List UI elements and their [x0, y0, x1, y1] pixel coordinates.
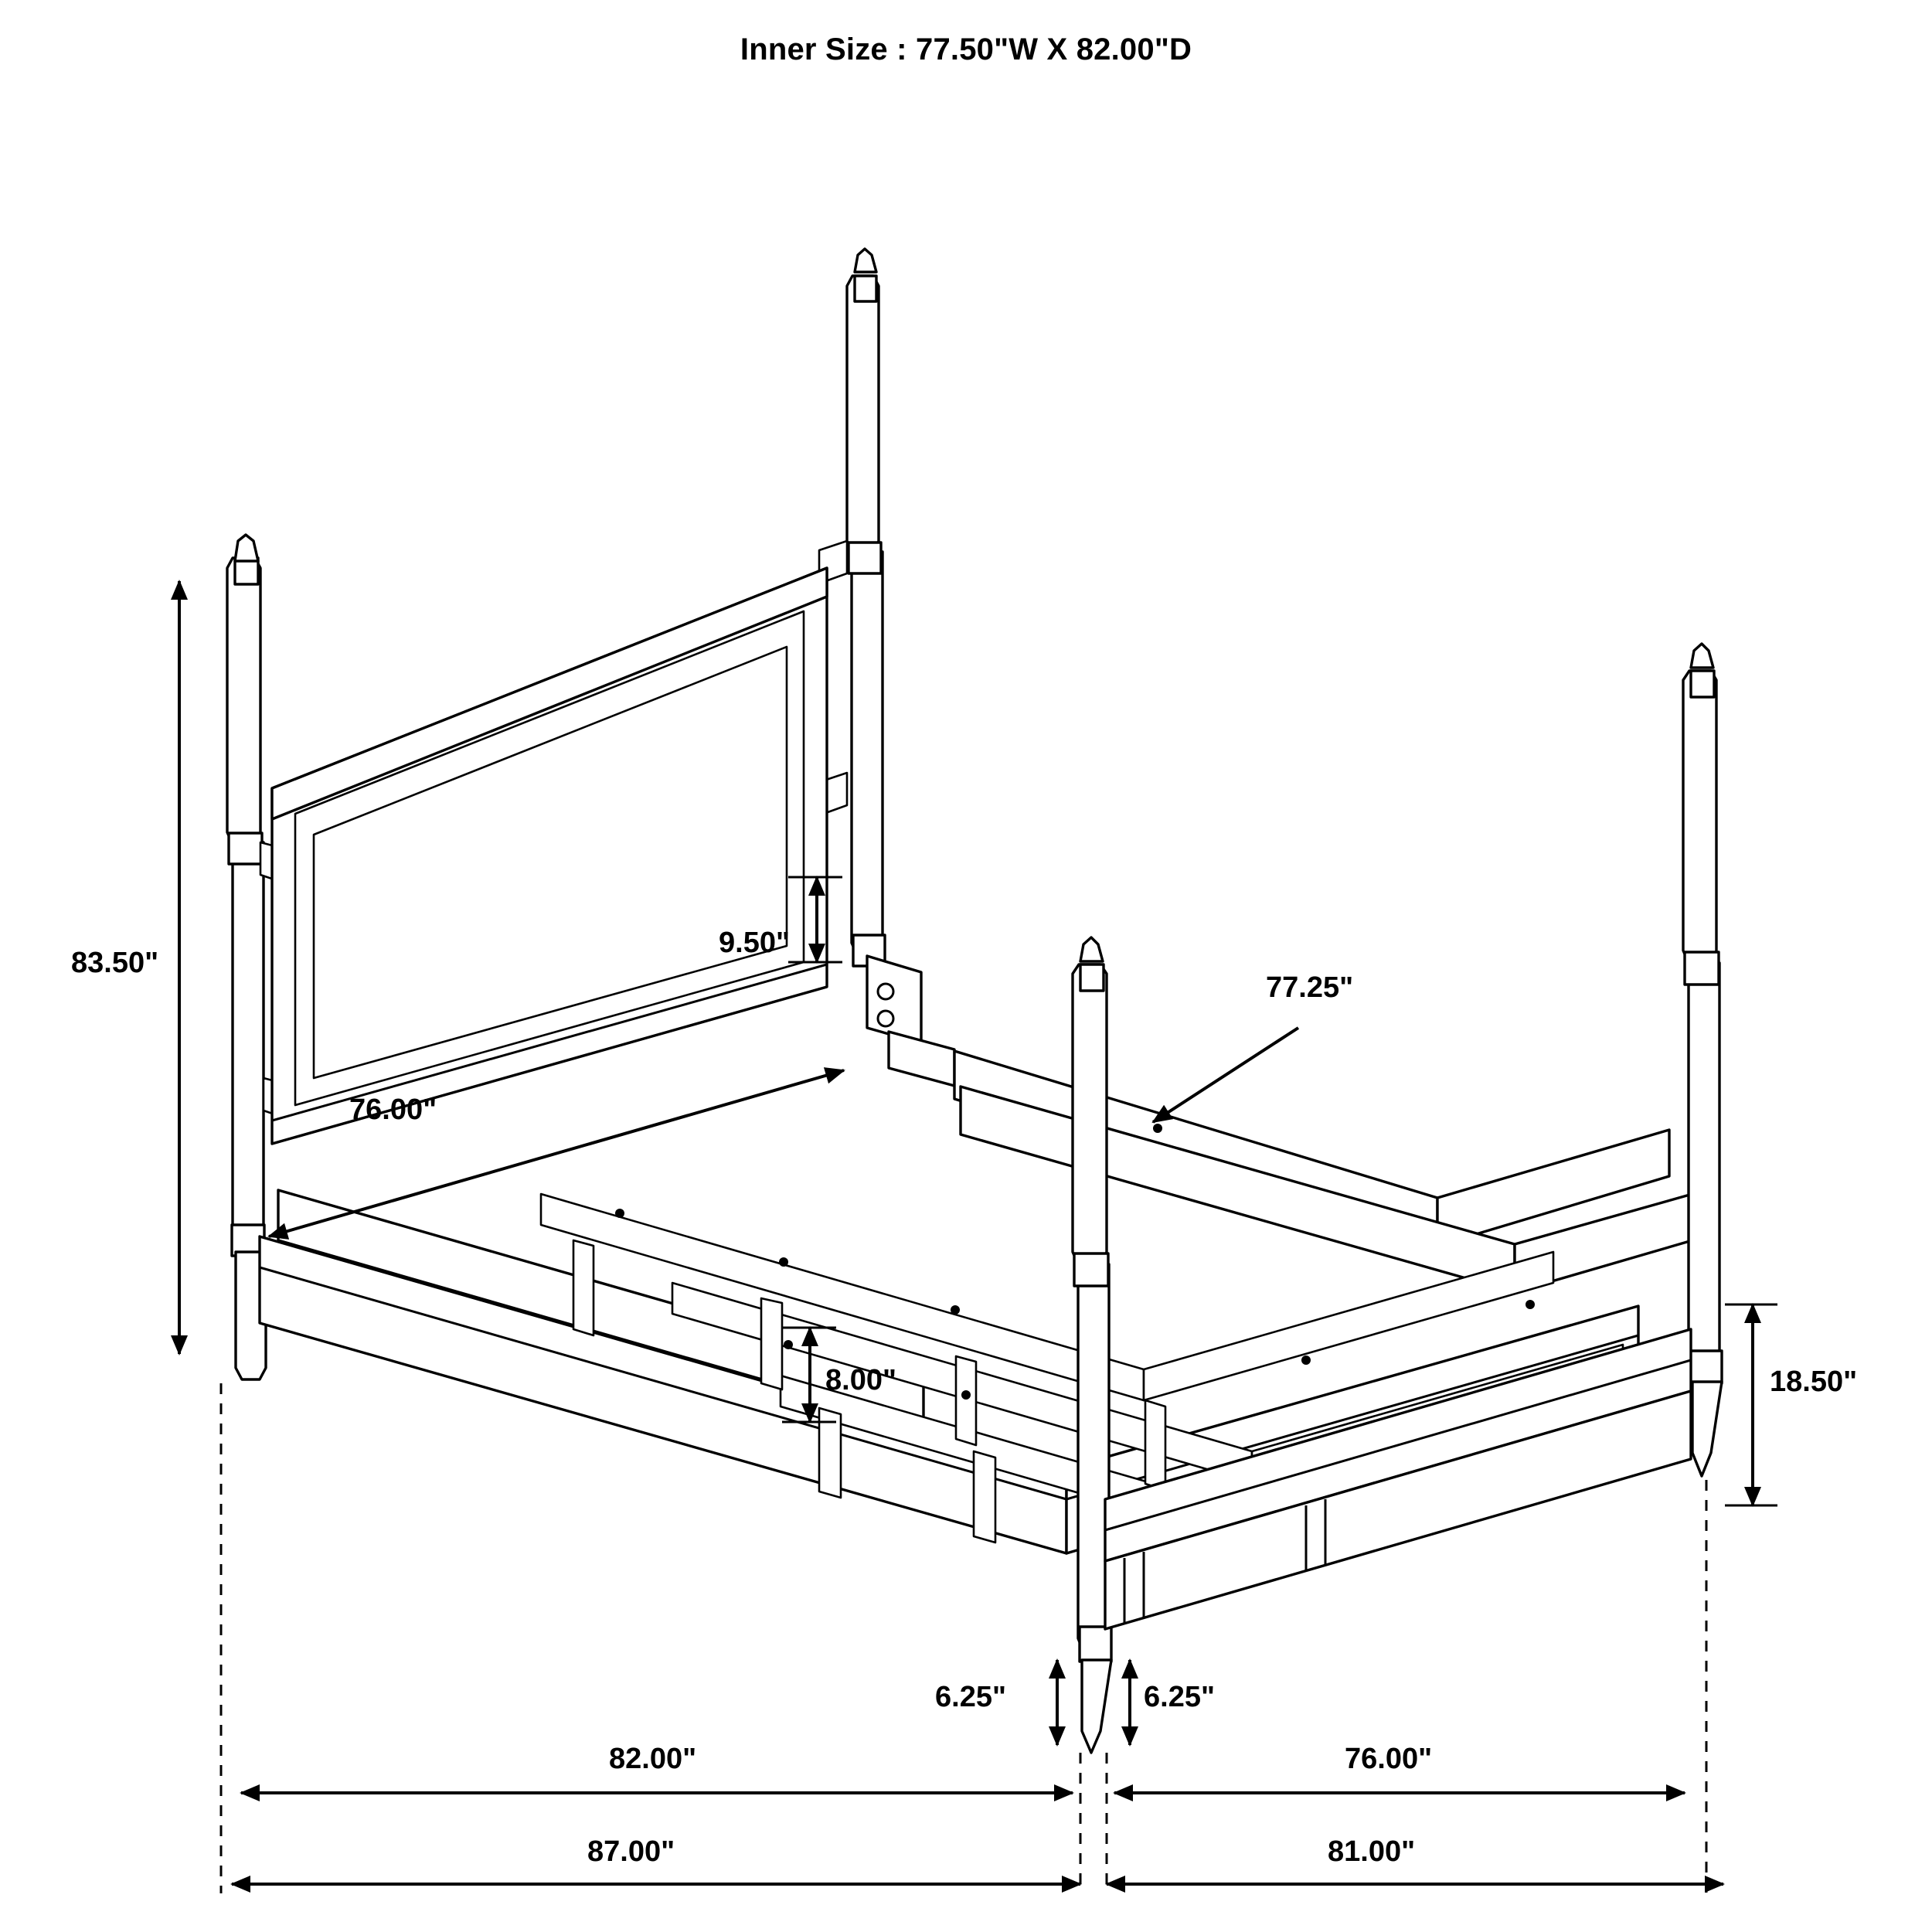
dim-depth-overall: [232, 1835, 1080, 1884]
dim-post-foot-left: [935, 1660, 1057, 1745]
dim-label-footboard-post-height: 18.50": [1770, 1366, 1858, 1398]
post-headboard-right: [819, 249, 885, 966]
page-title: Inner Size : 77.50"W X 82.00"D: [740, 32, 1192, 66]
dim-label-depth-overall: 87.00": [587, 1835, 675, 1868]
dim-post-foot-right: [1130, 1660, 1215, 1745]
dim-depth-inner: [241, 1743, 1073, 1793]
headboard-panel: [272, 568, 827, 1144]
dim-label-headboard-gap: 9.50": [719, 927, 790, 959]
dim-label-overall-height: 83.50": [71, 947, 159, 979]
dim-label-width-inner: 76.00": [1345, 1743, 1433, 1775]
dim-label-post-foot-left: 6.25": [935, 1681, 1006, 1713]
dim-width-inner: [1114, 1743, 1685, 1793]
dim-label-side-rail-length: 77.25": [1266, 971, 1354, 1004]
dim-overall-height: [71, 581, 179, 1354]
dim-label-headboard-width: 76.00": [349, 1094, 437, 1126]
dim-width-overall: [1107, 1835, 1723, 1884]
dim-label-depth-inner: 82.00": [609, 1743, 697, 1775]
dim-side-rail-length: [1153, 971, 1353, 1122]
headboard-bracket: [867, 956, 954, 1086]
post-footboard-front: [1073, 937, 1111, 1753]
dim-footboard-post-height: [1725, 1304, 1857, 1505]
dim-label-slat-height: 8.00": [825, 1364, 896, 1396]
bed-geometry: [227, 249, 1722, 1753]
dim-label-post-foot-right: 6.25": [1144, 1681, 1215, 1713]
dim-label-width-overall: 81.00": [1328, 1835, 1416, 1868]
